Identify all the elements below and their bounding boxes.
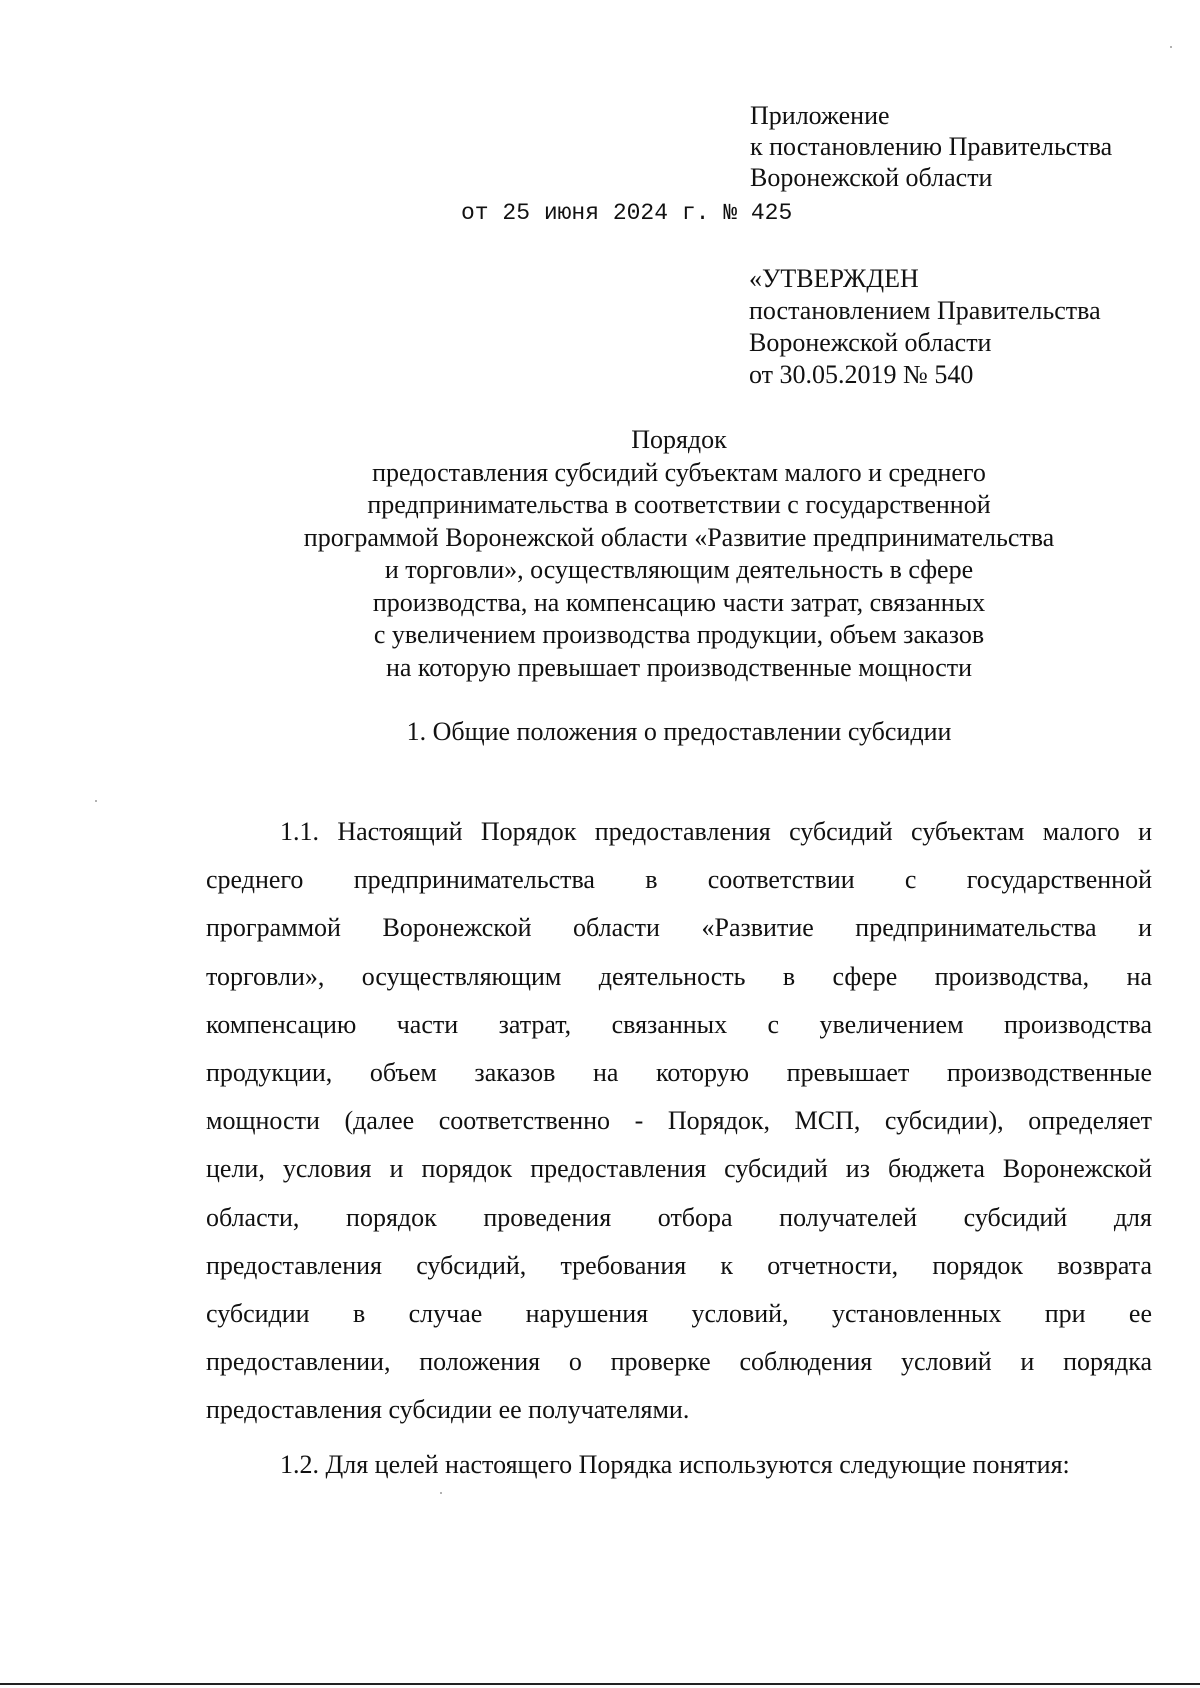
paragraph-line: предоставлении, положения о проверке соблюдения условий и порядка (206, 1347, 1152, 1377)
appendix-header (750, 100, 1112, 193)
paragraph-line: области, порядок проведения отбора получателей субсидий для (206, 1202, 1152, 1232)
appendix-date-stamp: от 25 июня 2024 г. № 425 (461, 200, 793, 226)
paragraph-line: среднего предпринимательства в соответствии с государственной (206, 865, 1152, 895)
title-line: на которую превышает производственные мощности (385, 652, 973, 682)
section-heading: 1. Общие положения о предоставлении субсидии (406, 717, 952, 746)
paragraph-line: программой Воронежской области «Развитие предпринимательства и (206, 913, 1152, 943)
paragraph-line: цели, условия и порядок предоставления субсидий из бюджета Воронежской (206, 1154, 1152, 1184)
paragraph-line: продукции, объем заказов на которую превышает производственные (206, 1058, 1152, 1088)
title-line: производства, на компенсацию части затрат, связанных (372, 587, 986, 617)
appendix-reference: к постановлению Правительства (750, 132, 1113, 161)
appendix-region: Воронежской области (750, 163, 993, 192)
approval-label: «УТВЕРЖДЕН (749, 264, 919, 293)
scan-edge-line (0, 1683, 1200, 1685)
title-line: программой Воронежской области «Развитие предпринимательства (303, 522, 1055, 552)
paragraph-line: 1.1. Настоящий Порядок предоставления субсидий субъектам малого и (280, 817, 1152, 846)
paragraph-line: торговли», осуществляющим деятельность в сфере производства, на (206, 961, 1152, 991)
document-title (200, 424, 1158, 684)
paragraph-line: субсидии в случае нарушения условий, установленных при ее (206, 1299, 1152, 1329)
paragraph-line: предоставления субсидий, требования к отчетности, порядок возврата (206, 1250, 1152, 1280)
scan-speck (1170, 46, 1172, 48)
approval-date: от 30.05.2019 № 540 (749, 360, 974, 389)
scan-speck (440, 1492, 442, 1494)
title-line: с увеличением производства продукции, объем заказов (373, 620, 985, 649)
approval-region: Воронежской области (749, 328, 992, 357)
paragraph-1-1 (206, 808, 1152, 1435)
title-line: предоставления субсидий субъектам малого и среднего (372, 457, 986, 487)
paragraph-line: компенсацию части затрат, связанных с увеличением производства (206, 1009, 1152, 1039)
approval-authority: постановлением Правительства (749, 296, 1101, 325)
paragraph-line: 1.2. Для целей настоящего Порядка используются следующие понятия: (280, 1450, 1070, 1479)
title-line: Порядок (631, 425, 727, 454)
title-line: предпринимательства в соответствии с государственной (367, 490, 991, 519)
approval-block (749, 263, 1101, 391)
title-line: и торговли», осуществляющим деятельность в сфере (384, 555, 974, 584)
scan-speck (95, 800, 97, 802)
paragraph-line: предоставления субсидии ее получателями. (206, 1395, 690, 1425)
appendix-label: Приложение (750, 101, 890, 130)
paragraph-1-2 (206, 1441, 1152, 1489)
paragraph-line: мощности (далее соответственно - Порядок, МСП, субсидии), определяет (206, 1106, 1152, 1136)
